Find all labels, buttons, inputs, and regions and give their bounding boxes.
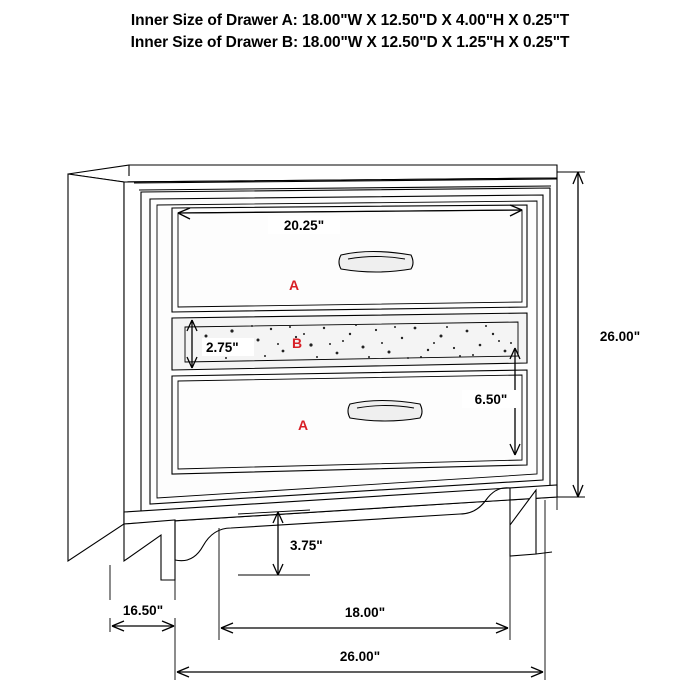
drawer-a-top[interactable] (172, 205, 527, 312)
dim-width-inner (221, 602, 508, 633)
dim-leg-clearance (238, 510, 323, 575)
drawer-b-size-text: Inner Size of Drawer B: 18.00"W X 12.50"D X 1.25"H X 0.25"T (130, 34, 570, 51)
dim-depth-side (108, 600, 178, 631)
drawer-a-bottom[interactable] (172, 370, 527, 474)
label-width-inner: 18.00" (344, 605, 386, 620)
dim-height-overall (557, 172, 640, 497)
label-depth-side: 16.50" (122, 603, 164, 618)
label-width-overall: 26.00" (339, 649, 381, 664)
label-drawer-b-height: 2.75" (206, 340, 239, 355)
label-drawer-a-top: A (288, 277, 300, 293)
label-drawer-b: B (291, 335, 303, 351)
label-drawer-a-height: 6.50" (474, 392, 508, 407)
label-height-overall: 26.00" (599, 329, 641, 344)
label-width-top: 20.25" (283, 218, 325, 233)
dim-width-overall (177, 646, 543, 677)
label-leg-clearance: 3.75" (290, 538, 323, 553)
drawer-a-size-text: Inner Size of Drawer A: 18.00"W X 12.50"D X 4.00"H X 0.25"T (130, 12, 570, 29)
label-drawer-a-bottom: A (297, 417, 309, 433)
